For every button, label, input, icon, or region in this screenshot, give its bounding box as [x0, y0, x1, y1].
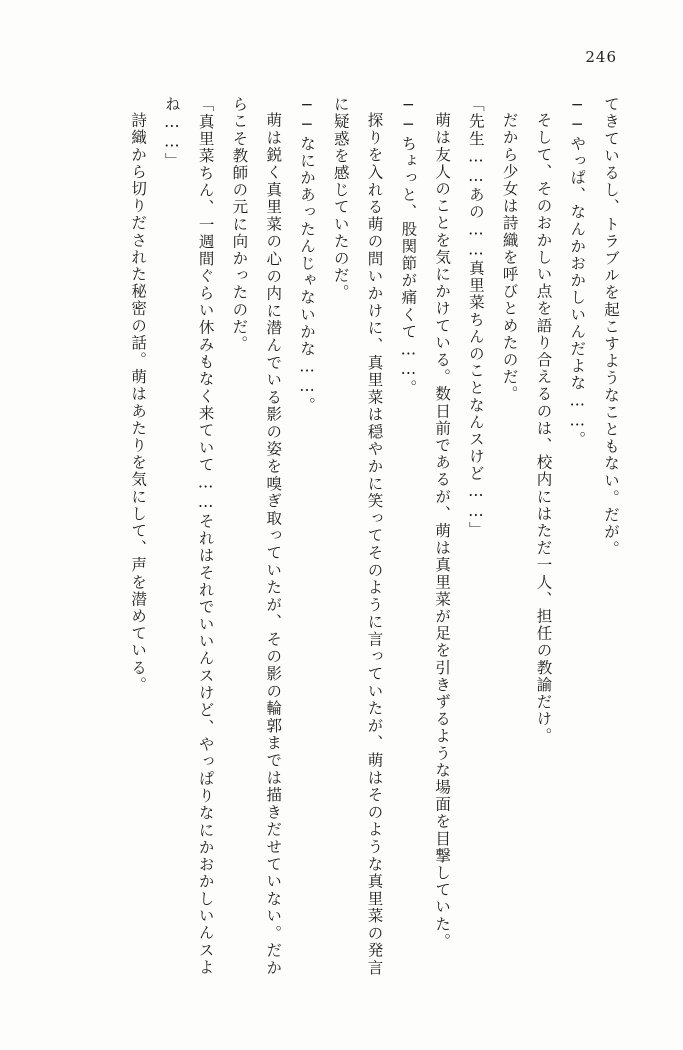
- paragraph: てきているし、トラブルを起こすようなこともない。だが。: [602, 96, 620, 558]
- page-number: 246: [585, 48, 617, 66]
- page-text-body: [56, 96, 627, 976]
- paragraph: だから少女は詩織を呼びとめたのだ。: [500, 111, 519, 403]
- paragraph: ──やっぱ、なんかおかしいんだよな……。: [568, 96, 587, 448]
- paragraph: 「真里菜ちん、一週間ぐらい休みもなく来ていて……それはそれでいいんスけど、やっぱりなにかおかしいんスよね……」: [162, 96, 215, 976]
- paragraph: 萌は友人のことを気にかけている。数日前であるが、萌は真里菜が足を引きずるような場面を目撃していた。: [433, 111, 452, 950]
- paragraph: 「先生……あの……真里菜ちんのことなんスけど……」: [466, 96, 485, 539]
- paragraph: ──なにかあったんじゃないかな……。: [297, 96, 316, 414]
- paragraph: ──ちょっと、股関節が痛くて……。: [399, 96, 418, 397]
- paragraph: 探りを入れる萌の問いかけに、真里菜は穏やかに笑ってそのように言っていたが、萌はそのような真里菜の発言に疑惑を感じていたのだ。: [331, 96, 384, 976]
- paragraph: 萌は鋭く真里菜の心の内に潜んでいる影の姿を嗅ぎ取っていたが、その影の輪郭までは描きだせていない。だからこそ教師の元に向かったのだ。: [230, 96, 283, 976]
- paragraph: 詩織から切りだされた秘密の話。萌はあたりを気にして、声を潜めている。: [129, 111, 148, 693]
- paragraph: そして、そのおかしい点を語り合えるのは、校内にはただ一人、担任の教諭だけ。: [534, 111, 553, 745]
